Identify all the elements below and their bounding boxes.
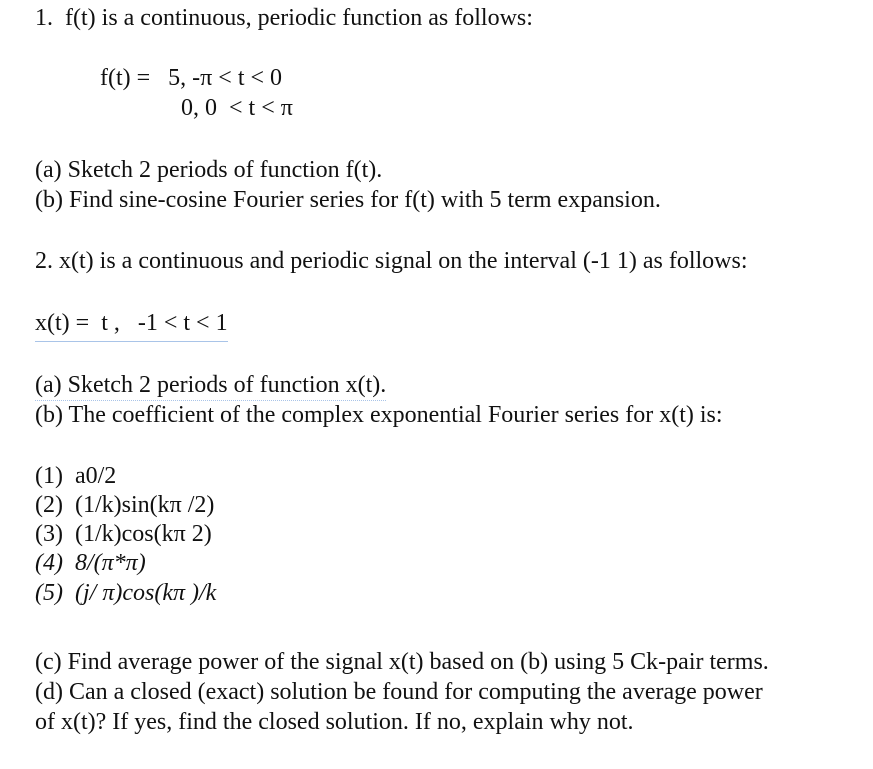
problem-2-part-d-line-2: of x(t)? If yes, find the closed solution. If no, explain why not.: [35, 709, 634, 735]
problem-1-heading: 1. f(t) is a continuous, periodic function as follows:: [35, 5, 533, 31]
problem-2-equation: x(t) = t , -1 < t < 1: [35, 309, 228, 342]
problem-2-part-a: (a) Sketch 2 periods of function x(t).: [35, 371, 386, 401]
option-4: (4) 8/(π*π): [35, 550, 146, 576]
problem-1-equation-line-1: f(t) = 5, -π < t < 0: [100, 65, 283, 91]
problem-2-part-b: (b) The coefficient of the complex exponential Fourier series for x(t) is:: [35, 402, 723, 428]
problem-2-part-d-line-1: (d) Can a closed (exact) solution be found for computing the average power: [35, 679, 763, 705]
problem-1-equation-line-2: 0, 0 < t < π: [181, 95, 293, 121]
option-3: (3) (1/k)cos(kπ 2): [35, 521, 212, 547]
option-5: (5) (j/ π)cos(kπ )/k: [35, 580, 217, 606]
problem-2-heading: 2. x(t) is a continuous and periodic signal on the interval (-1 1) as follows:: [35, 248, 748, 274]
option-1: (1) a0/2: [35, 463, 117, 489]
option-2: (2) (1/k)sin(kπ /2): [35, 492, 215, 518]
problem-1-part-a: (a) Sketch 2 periods of function f(t).: [35, 157, 383, 183]
problem-1-part-b: (b) Find sine-cosine Fourier series for f(t) with 5 term expansion.: [35, 187, 661, 213]
problem-2-part-c: (c) Find average power of the signal x(t) based on (b) using 5 Ck-pair terms.: [35, 649, 769, 675]
